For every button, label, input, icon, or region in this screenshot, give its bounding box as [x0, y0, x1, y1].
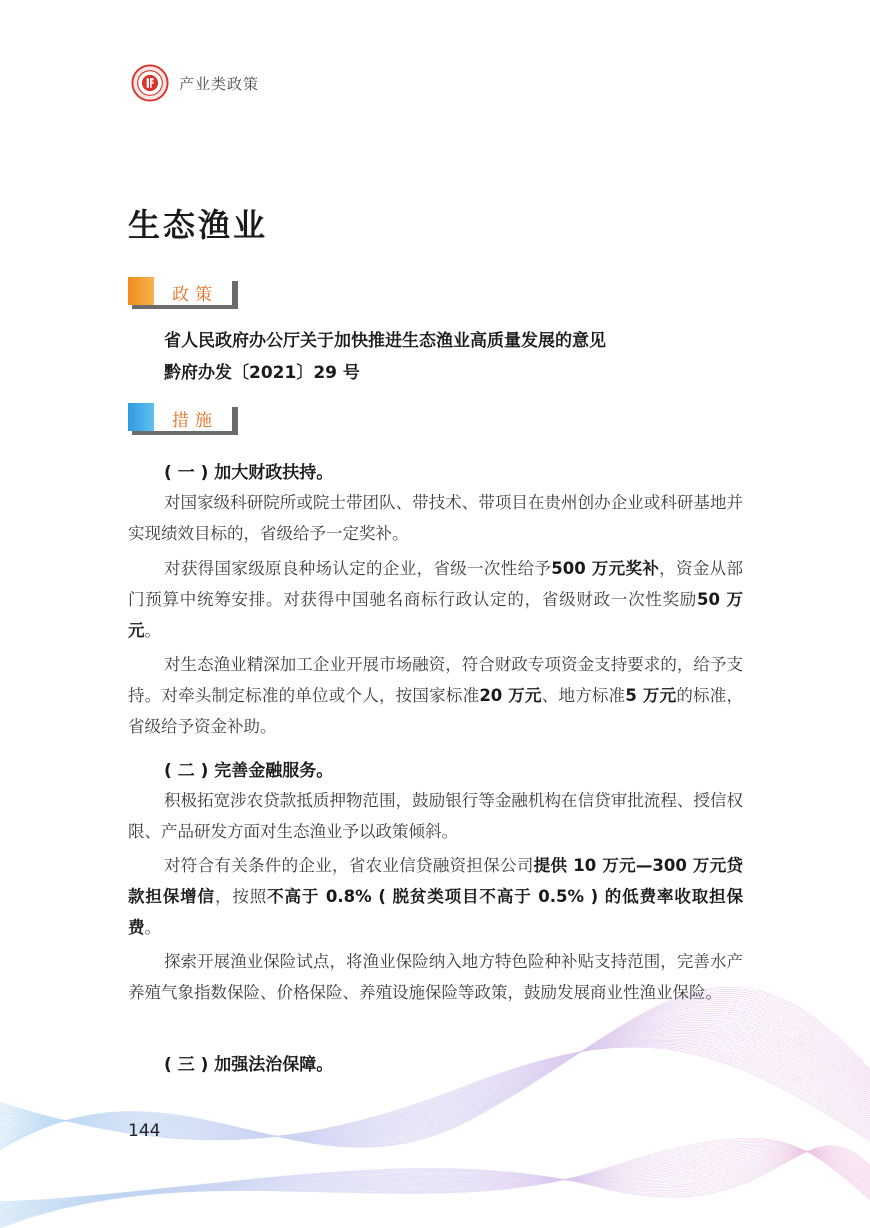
text-run: 。 — [144, 621, 161, 640]
text-run: ，按照 — [214, 887, 268, 906]
source-document-title: 省人民政府办公厅关于加快推进生态渔业高质量发展的意见 — [164, 331, 606, 351]
wave-line — [0, 1149, 870, 1207]
paragraph — [128, 649, 743, 742]
text-run-bold: 提供 10 万元—300 万元贷款担保增信 — [128, 856, 744, 906]
page-number: 144 — [128, 1121, 161, 1141]
text-run-bold: 不高于 0.8% ( 脱贫类项目不高于 0.5% ) 的低费率收取担保费 — [128, 887, 744, 937]
text-run-bold: 50 万元 — [128, 590, 743, 640]
text-run: 的标准，省级给予资金补助。 — [128, 686, 744, 736]
source-document-number: 黔府办发〔2021〕29 号 — [164, 363, 360, 383]
page-title: 生态渔业 — [128, 206, 269, 244]
text-run: 对生态渔业精深加工企业开展市场融资，符合财政专项资金支持要求的，给予支持。对牵头制定标准的单位或个人，按国家标准 — [128, 655, 743, 705]
section-heading-1: ( 一 ) 加大财政扶持。 — [164, 463, 334, 483]
text-run: 对符合有关条件的企业，省农业信贷融资担保公司 — [164, 856, 534, 875]
text-run: 、地方标准 — [541, 686, 626, 705]
header-section-label: 产业类政策 — [179, 74, 260, 93]
section-heading-3: ( 三 ) 加强法治保障。 — [164, 1055, 334, 1075]
text-run: 。 — [144, 918, 161, 937]
wave-line — [0, 1150, 870, 1219]
measures-tag — [128, 403, 236, 433]
paragraph: 探索开展渔业保险试点，将渔业保险纳入地方特色险种补贴支持范围，完善水产养殖气象指数保险、价格保险、养殖设施保险等政策，鼓励发展商业性渔业保险。 — [128, 952, 743, 1002]
measures-tag-label: 措施 — [172, 411, 218, 431]
wave-line — [0, 1145, 870, 1223]
wave-line — [0, 1150, 870, 1218]
section-heading-2: ( 二 ) 完善金融服务。 — [164, 761, 334, 781]
round-seal-logo-icon — [131, 64, 169, 102]
text-run: 对获得国家级原良种场认定的企业，省级一次性给予 — [164, 559, 552, 578]
text-run: ，资金从部门预算中统筹安排。对获得中国驰名商标行政认定的，省级财政一次性奖励 — [128, 559, 744, 609]
tag-accent-bar — [128, 277, 154, 305]
text-run-bold: 20 万元 — [479, 686, 542, 705]
paragraph — [128, 553, 743, 646]
text-run-bold: 5 万元 — [625, 686, 677, 705]
page-header — [131, 63, 259, 103]
tag-accent-bar — [128, 403, 154, 431]
policy-tag-label: 政策 — [172, 285, 218, 305]
paragraph: 积极拓宽涉农贷款抵质押物范围，鼓励银行等金融机构在信贷审批流程、授信权限、产品研发方面对生态渔业予以政策倾斜。 — [128, 791, 743, 841]
paragraph: 对国家级科研院所或院士带团队、带技术、带项目在贵州创办企业或科研基地并实现绩效目标的，省级给予一定奖补。 — [128, 493, 743, 543]
paragraph — [128, 850, 743, 943]
policy-tag — [128, 277, 236, 307]
text-run-bold: 500 万元奖补 — [551, 559, 660, 578]
